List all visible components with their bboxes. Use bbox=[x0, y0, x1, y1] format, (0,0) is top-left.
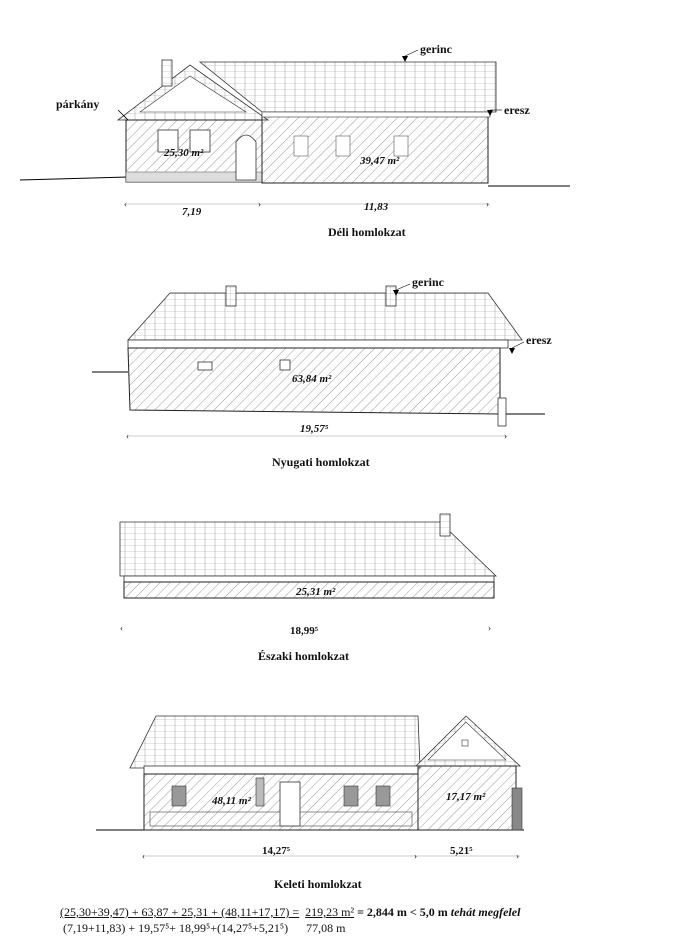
formula-numerator-row bbox=[60, 904, 670, 920]
svg-text:‹: ‹ bbox=[126, 431, 129, 441]
svg-text:›: › bbox=[486, 199, 489, 209]
south-dim-right: 11,83 bbox=[364, 201, 389, 213]
west-facade bbox=[92, 275, 552, 469]
svg-text:›: › bbox=[504, 431, 507, 441]
svg-text:›: › bbox=[414, 851, 417, 861]
east-area-right: 17,17 m² bbox=[446, 791, 486, 803]
svg-text:›: › bbox=[516, 851, 519, 861]
west-dim: 19,57⁵ bbox=[300, 423, 329, 435]
west-label-eave: eresz bbox=[526, 333, 552, 347]
ratio-formula bbox=[60, 904, 670, 936]
east-area-left: 48,11 m² bbox=[212, 795, 251, 807]
svg-text:›: › bbox=[258, 199, 261, 209]
formula-numerator-sum: 219,23 m² bbox=[305, 905, 355, 919]
south-area-right: 39,47 m² bbox=[360, 155, 400, 167]
east-title: Keleti homlokzat bbox=[274, 877, 362, 891]
east-dim-right: 5,21⁵ bbox=[450, 845, 473, 857]
west-title: Nyugati homlokzat bbox=[272, 455, 370, 469]
south-facade bbox=[20, 42, 570, 239]
east-dim-left: 14,27⁵ bbox=[262, 845, 291, 857]
north-area: 25,31 m² bbox=[296, 586, 336, 598]
formula-denominator: (7,19+11,83) + 19,57⁵+ 18,99⁵+(14,27⁵+5,21⁵) bbox=[63, 921, 289, 935]
svg-text:‹: ‹ bbox=[120, 623, 123, 633]
east-facade bbox=[96, 716, 524, 891]
north-title: Északi homlokzat bbox=[258, 649, 350, 663]
svg-text:‹: ‹ bbox=[124, 199, 127, 209]
formula-denominator-row bbox=[60, 920, 670, 936]
formula-denominator-sum: 77,08 m bbox=[306, 921, 346, 935]
south-dim-left: 7,19 bbox=[182, 206, 202, 218]
south-area-left: 25,30 m² bbox=[164, 147, 204, 159]
formula-result: = 2,844 m < 5,0 m bbox=[357, 905, 448, 919]
north-dim: 18,99⁵ bbox=[290, 625, 319, 637]
svg-text:‹: ‹ bbox=[142, 851, 145, 861]
south-label-eave: eresz bbox=[504, 103, 530, 117]
west-area: 63,84 m² bbox=[292, 373, 332, 385]
south-label-cornice: párkány bbox=[56, 97, 100, 111]
svg-text:›: › bbox=[488, 623, 491, 633]
south-title: Déli homlokzat bbox=[328, 225, 406, 239]
formula-verdict: tehát megfelel bbox=[450, 905, 521, 919]
west-label-ridge: gerinc bbox=[412, 275, 444, 289]
south-label-ridge: gerinc bbox=[420, 42, 452, 56]
formula-numerator: (25,30+39,47) + 63,87 + 25,31 + (48,11+17,17) = bbox=[60, 905, 300, 919]
north-facade bbox=[120, 514, 496, 663]
